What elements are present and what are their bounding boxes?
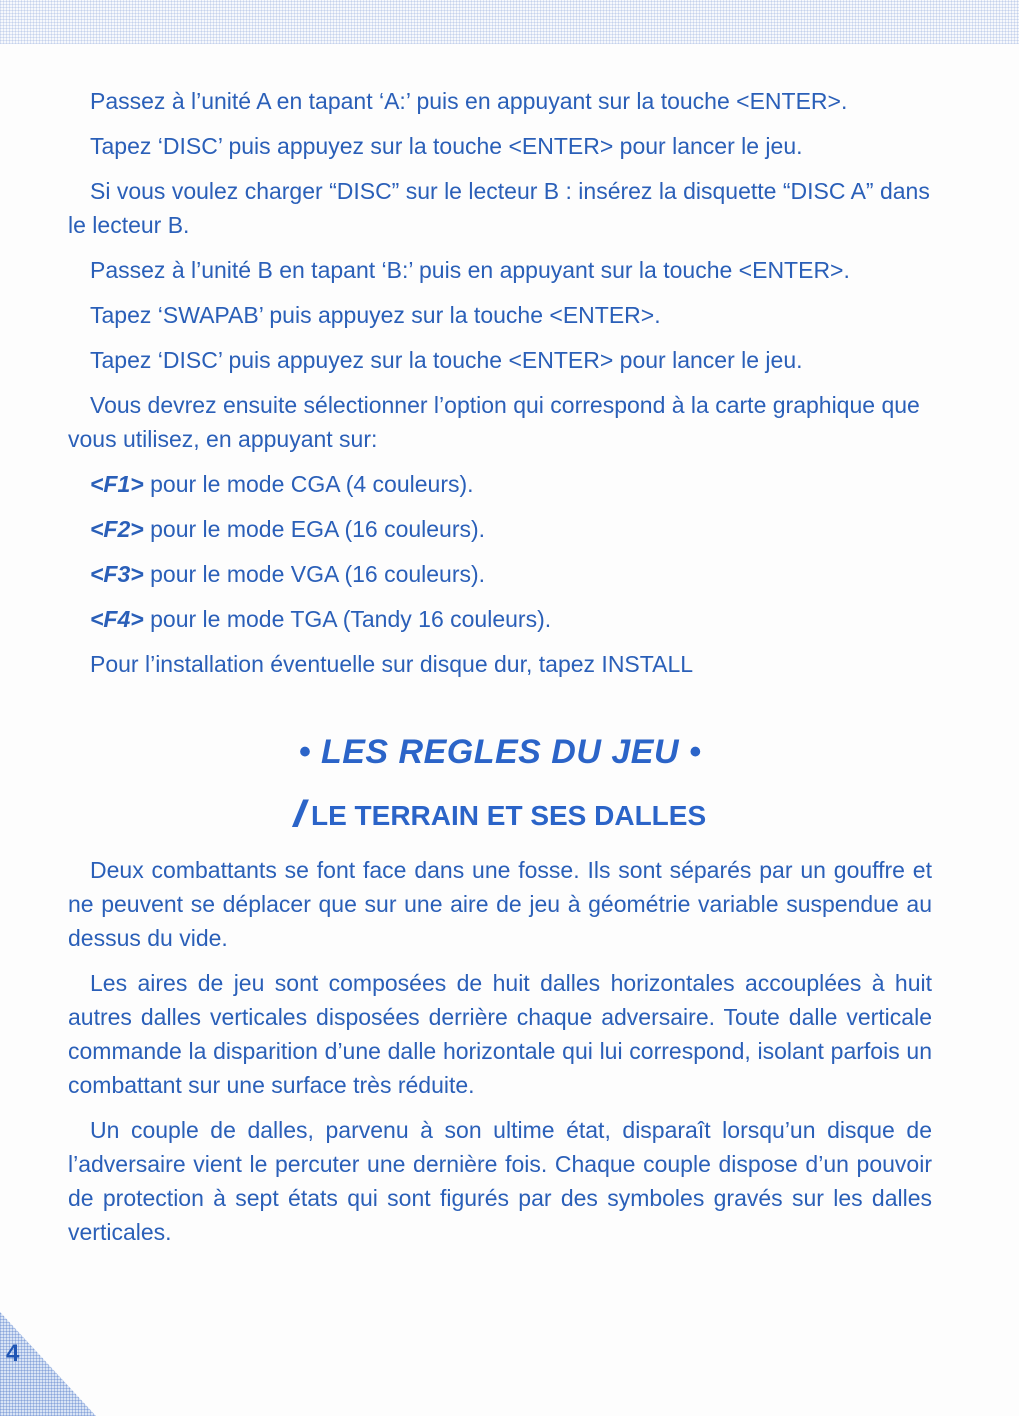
instruction-paragraph: Tapez ‘SWAPAB’ puis appuyez sur la touche <ENTER>. [90,302,661,328]
mode-line [68,512,932,546]
instruction-paragraph: Passez à l’unité A en tapant ‘A:’ puis en appuyant sur la touche <ENTER>. [90,88,848,114]
instruction-paragraph: Si vous voulez charger “DISC” sur le lecteur B : insérez la disquette “DISC A” dans le lecteur B. [68,178,930,238]
mode-description: pour le mode VGA (16 couleurs). [143,561,486,587]
rules-paragraph: Les aires de jeu sont composées de huit dalles horizontales accouplées à huit autres dalles verticales disposées derrière chaque adversaire. Toute dalle verticale commande la disparition d’une dalle horizontale qui lui correspond, isolant parfois un combattant sur une surface très réduite. [68,970,932,1098]
instruction-paragraph: Tapez ‘DISC’ puis appuyez sur la touche <ENTER> pour lancer le jeu. [90,133,803,159]
rules-paragraph: Deux combattants se font face dans une fosse. Ils sont séparés par un gouffre et ne peuvent se déplacer que sur une aire de jeu à géométrie variable suspendue au dessus du vide. [68,857,932,951]
function-key-label: <F3> [90,561,144,587]
instruction-paragraph: Vous devrez ensuite sélectionner l’option qui correspond à la carte graphique que vous utilisez, en appuyant sur: [68,392,920,452]
subsection-numeral: I [289,792,310,836]
function-key-label: <F2> [90,516,144,542]
page-content [68,84,932,1260]
rules-paragraph: Un couple de dalles, parvenu à son ultime état, disparaît lorsqu’un disque de l’adversaire vient le percuter une dernière fois. Chaque couple dispose d’un pouvoir de protection à sept états qui sont figurés par des symboles gravés sur les dalles verticales. [68,1117,932,1245]
mode-line [68,602,932,636]
top-pattern-band [0,0,1019,44]
mode-description: pour le mode CGA (4 couleurs). [143,471,474,497]
mode-description: pour le mode EGA (16 couleurs). [143,516,486,542]
mode-description: pour le mode TGA (Tandy 16 couleurs). [143,606,552,632]
mode-line [68,467,932,501]
section-title: • LES REGLES DU JEU • [298,733,702,771]
instruction-paragraph: Passez à l’unité B en tapant ‘B:’ puis en appuyant sur la touche <ENTER>. [90,257,850,283]
mode-line [68,557,932,591]
install-paragraph: Pour l’installation éventuelle sur disque dur, tapez INSTALL [90,651,694,677]
instruction-paragraph: Tapez ‘DISC’ puis appuyez sur la touche <ENTER> pour lancer le jeu. [90,347,803,373]
page-number: 4 [6,1340,20,1367]
function-key-label: <F1> [90,471,144,497]
subsection-title [68,792,932,836]
subsection-title-text: LE TERRAIN ET SES DALLES [310,800,707,831]
function-key-label: <F4> [90,606,144,632]
